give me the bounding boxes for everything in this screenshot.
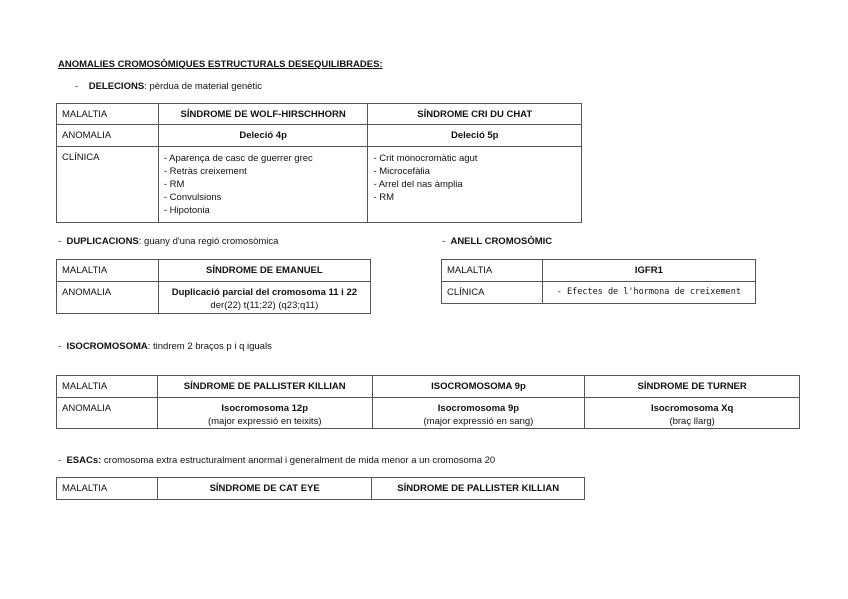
section-desc: : tindrem 2 braços p i q iguals xyxy=(147,341,272,352)
row-label: ANOMALIA xyxy=(57,125,159,147)
table-row xyxy=(57,125,582,147)
header-wolf: SÍNDROME DE WOLF-HIRSCHHORN xyxy=(158,104,368,125)
list-item: - Hipotonia xyxy=(164,204,363,217)
section-bullet: - xyxy=(75,81,79,92)
section-name: DUPLICACIONS xyxy=(66,236,139,247)
section-name: DELECIONS xyxy=(88,81,145,92)
section-bullet: - xyxy=(58,236,62,247)
section-esacs xyxy=(58,455,495,466)
table-row xyxy=(442,260,756,282)
section-anell xyxy=(442,236,552,247)
row-label: MALALTIA xyxy=(57,260,159,282)
anomalia-emanuel xyxy=(158,282,370,314)
anomalia-main: Isocromosoma 12p xyxy=(221,403,309,414)
row-label: ANOMALIA xyxy=(57,398,158,429)
section-isocromosoma xyxy=(58,341,272,352)
anomalia-pallister xyxy=(157,398,372,429)
header-emanuel: SÍNDROME DE EMANUEL xyxy=(158,260,370,282)
header-cri: SÍNDROME CRI DU CHAT xyxy=(368,104,582,125)
table-row xyxy=(57,398,800,429)
anomalia-cri: Deleció 5p xyxy=(368,125,582,147)
clinica-igfr1: - Efectes de l'hormona de creixement xyxy=(542,282,755,304)
esacs-table xyxy=(56,477,585,500)
section-name: ISOCROMOSOMA xyxy=(66,341,148,352)
table-row xyxy=(57,376,800,398)
section-desc: : pèrdua de material genètic xyxy=(144,81,262,92)
section-name: ANELL CROMOSÒMIC xyxy=(450,236,553,247)
list-item: - Retràs creixement xyxy=(164,165,363,178)
anell-table xyxy=(441,259,756,304)
table-row xyxy=(57,478,585,500)
list-item: - Aparença de casc de guerrer grec xyxy=(164,152,363,165)
section-duplicacions xyxy=(58,236,278,247)
isocromosoma-table xyxy=(56,375,800,429)
anomalia-main: Isocromosoma Xq xyxy=(650,403,734,414)
list-item: - RM xyxy=(373,191,576,204)
list-item: - Convulsions xyxy=(164,191,363,204)
anomalia-sub: der(22) t(11;22) (q23;q11) xyxy=(210,300,319,311)
row-label: MALALTIA xyxy=(57,104,159,125)
list-item: - Arrel del nas àmplia xyxy=(373,178,576,191)
delecions-table xyxy=(56,103,582,223)
table-row xyxy=(57,282,371,314)
table-row xyxy=(442,282,756,304)
clinica-wolf xyxy=(158,147,368,223)
anomalia-wolf: Deleció 4p xyxy=(158,125,368,147)
anomalia-sub: (major expressió en teixits) xyxy=(207,416,322,427)
clinica-cri xyxy=(368,147,582,223)
header-igfr1: IGFR1 xyxy=(542,260,755,282)
anomalia-sub: (major expressió en sang) xyxy=(423,416,534,427)
page-title: ANOMALIES CROMOSÒMIQUES ESTRUCTURALS DESEQUILIBRADES: xyxy=(58,59,383,70)
section-bullet: - xyxy=(58,341,62,352)
row-label: CLÍNICA xyxy=(442,282,543,304)
table-row xyxy=(57,147,582,223)
header-cat-eye: SÍNDROME DE CAT EYE xyxy=(157,478,372,500)
row-label: MALALTIA xyxy=(57,376,158,398)
duplicacions-table xyxy=(56,259,371,314)
anomalia-main: Duplicació parcial del cromosoma 11 i 22 xyxy=(171,287,358,298)
table-row xyxy=(57,104,582,125)
list-item: - RM xyxy=(164,178,363,191)
header-iso9p: ISOCROMOSOMA 9p xyxy=(372,376,585,398)
anomalia-iso9p xyxy=(372,398,585,429)
row-label: ANOMALIA xyxy=(57,282,159,314)
section-desc: cromosoma extra estructuralment anormal i generalment de mida menor a un cromosoma 20 xyxy=(101,455,496,466)
anomalia-main: Isocromosoma 9p xyxy=(437,403,520,414)
section-name: ESACs: xyxy=(66,455,102,466)
row-label: CLÍNICA xyxy=(57,147,159,223)
header-pallister: SÍNDROME DE PALLISTER KILLIAN xyxy=(372,478,585,500)
section-bullet: - xyxy=(442,236,446,247)
header-turner: SÍNDROME DE TURNER xyxy=(585,376,800,398)
list-item: - Microcefàlia xyxy=(373,165,576,178)
header-pallister: SÍNDROME DE PALLISTER KILLIAN xyxy=(157,376,372,398)
list-item: - Crit monocromàtic agut xyxy=(373,152,576,165)
section-bullet: - xyxy=(58,455,62,466)
row-label: MALALTIA xyxy=(442,260,543,282)
section-delecions xyxy=(75,81,262,92)
section-desc: : guany d'una regió cromosòmica xyxy=(138,236,279,247)
table-row xyxy=(57,260,371,282)
anomalia-turner xyxy=(585,398,800,429)
row-label: MALALTIA xyxy=(57,478,158,500)
anomalia-sub: (braç llarg) xyxy=(669,416,715,427)
